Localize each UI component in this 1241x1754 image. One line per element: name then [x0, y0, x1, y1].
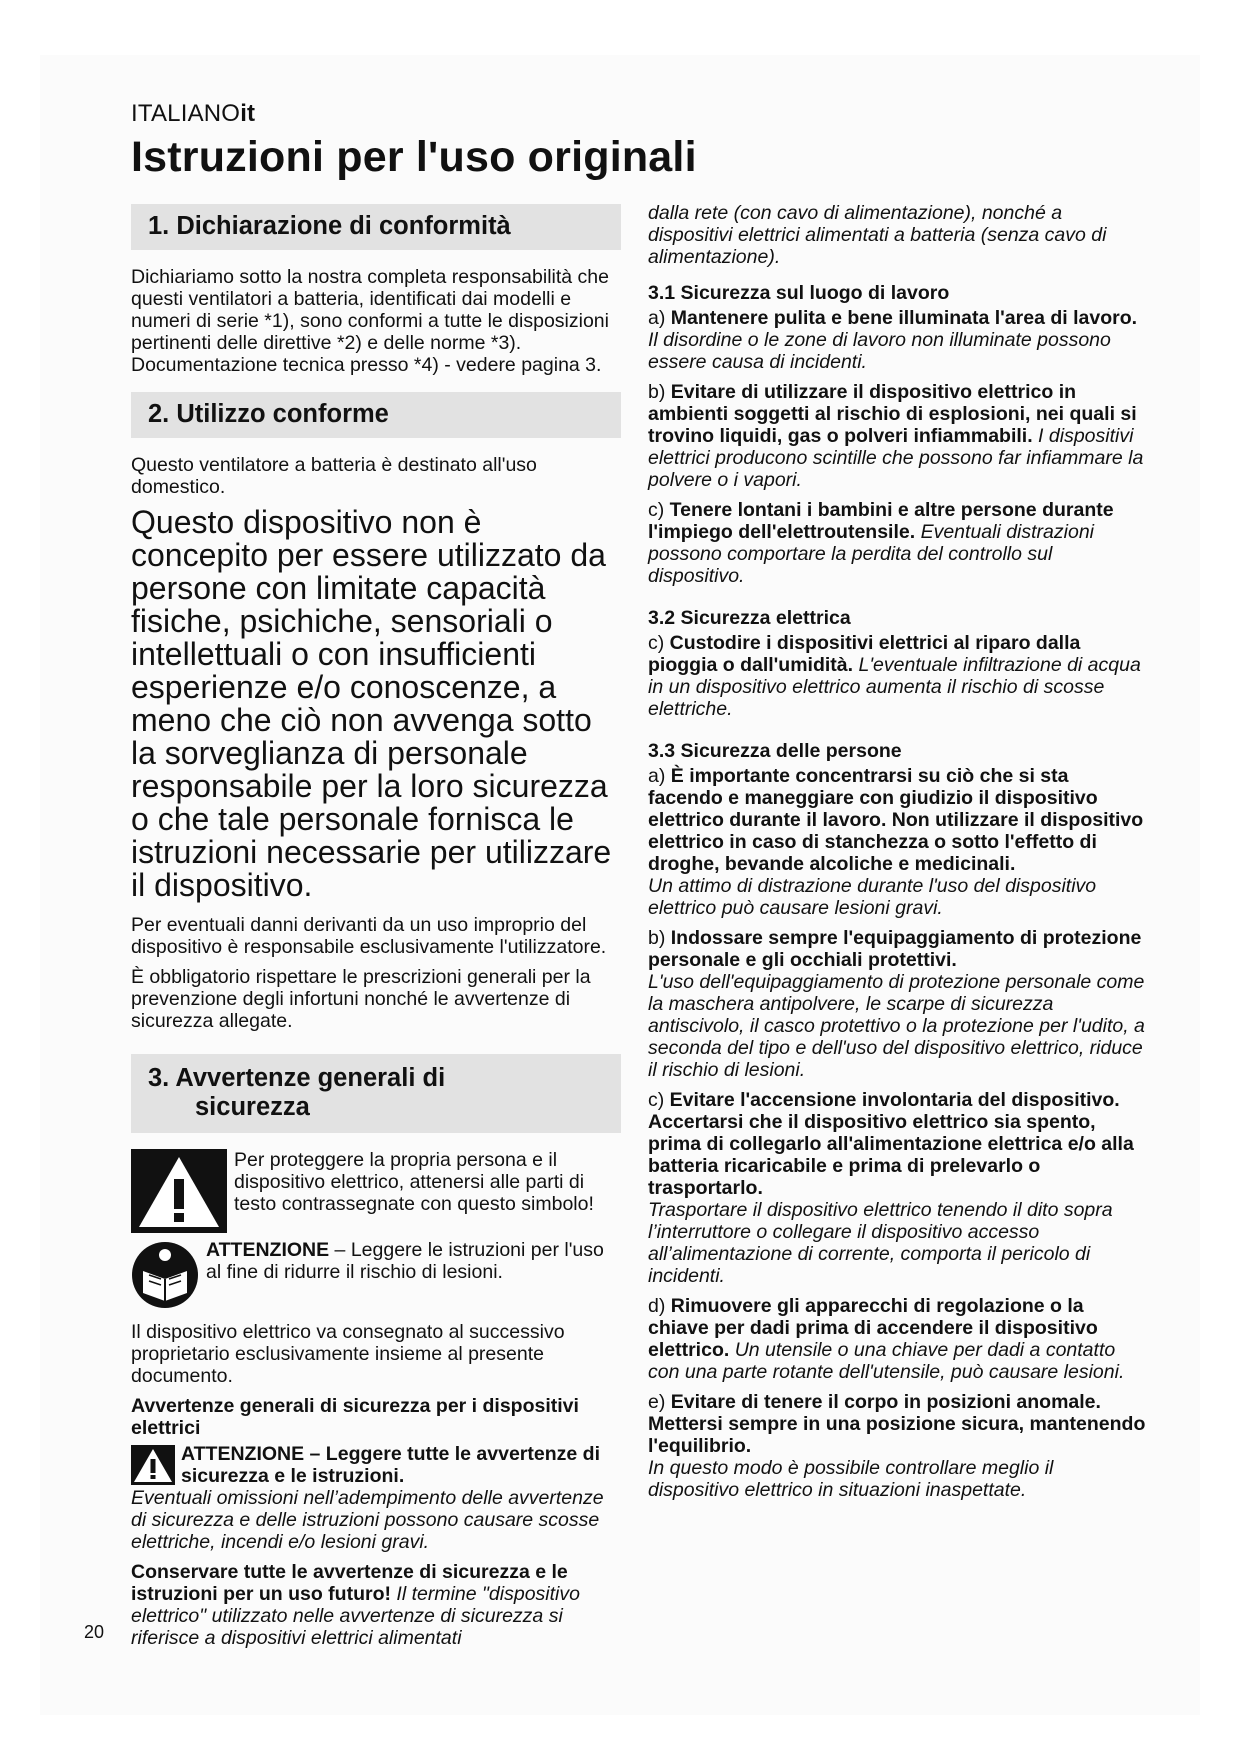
general-warnings-subheading: Avvertenze generali di sicurezza per i dispositivi elettrici	[131, 1395, 579, 1439]
rule-3-1-a: a) Mantenere pulita e bene illuminata l'area di lavoro. Il disordine o le zone di lavoro non illuminate possono essere causa di incidenti.	[648, 307, 1138, 373]
rule-3-3-e: e) Evitare di tenere il corpo in posizioni anomale. Mettersi sempre in una posizione sicura, mantenendo l'equilibrio. In questo modo è possibile controllare meglio il dispositivo elettrico in situazioni inaspettate.	[648, 1391, 1146, 1501]
attention-label: ATTENZIONE	[206, 1239, 330, 1261]
rule-3-3-d: d) Rimuovere gli apparecchi di regolazione o la chiave per dadi prima di accendere il dispositivo elettrico. Un utensile o una chiave per dadi a contatto con una parte rotante dell'utensile, può causare lesioni.	[648, 1295, 1125, 1383]
large-notice: Questo dispositivo non è concepito per essere utilizzato da persone con limitate capacità fisiche, psichiche, sensoriali o intellettuali o con insufficienti esperienze e/o conoscenze, a meno che ciò non avvenga sotto la sorveglianza di personale responsabile per la loro sicurezza o che tale personale fornisca le istruzioni necessarie per utilizzare il dispositivo.	[131, 504, 612, 903]
read-all-warnings-bold: ATTENZIONE – Leggere tutte le avvertenze di sicurezza e le istruzioni.	[181, 1443, 600, 1487]
rule-3-1-b: b) Evitare di utilizzare il dispositivo elettrico in ambienti soggetti al rischio di esplosioni, nei quali si trovino liquidi, gas o polveri infiammabili. I dispositivi elettrici producono scintille che possono far infiammare la polvere o i vapori.	[648, 381, 1144, 491]
keep-instructions: Conservare tutte le avvertenze di sicurezza e le istruzioni per un uso futuro! Il termine "dispositivo elettrico" utilizzato nelle avvertenze di sicurezza si riferisce a dispositivi elettrici alimentati	[131, 1561, 580, 1649]
rule-3-3-a: a) È importante concentrarsi su ciò che si sta facendo e maneggiare con giudizio il dispositivo elettrico durante il lavoro. Non utilizzare il dispositivo elettrico in caso di stanchezza o sotto l'effetto di droghe, bevande alcoliche e medicinali. Un attimo di distrazione durante l'uso del dispositivo elettrico può causare lesioni gravi.	[648, 765, 1144, 919]
language-code: it	[240, 100, 256, 127]
intended-use-text: Questo ventilatore a batteria è destinato all'uso domestico.	[131, 454, 537, 498]
obligation-text: È obbligatorio rispettare le prescrizioni generali per la prevenzione degli infortuni nonché le avvertenze di sicurezza allegate.	[131, 966, 591, 1032]
warning-symbol-note	[131, 1149, 621, 1233]
right-column	[648, 202, 1146, 1509]
warning-note-text: Per proteggere la propria persona e il dispositivo elettrico, attenersi alle parti di testo contrassegnate con questo simbolo!	[234, 1149, 594, 1215]
warning-triangle-icon	[131, 1149, 227, 1233]
warning-triangle-small-icon	[131, 1445, 175, 1485]
attention-text: – Leggere le istruzioni per l'uso al fine di ridurre il rischio di lesioni.	[206, 1239, 604, 1283]
rule-3-3-c: c) Evitare l'accensione involontaria del dispositivo. Accertarsi che il dispositivo elettrico sia spento, prima di collegarlo all'alimentazione elettrica e/o alla batteria ricaricabile e prima di prelevarlo o trasportarlo. Trasportare il dispositivo elettrico tenendo il dito sopra l’interruttore o collegare il dispositivo accesso all’alimentazione di corrente, comporta il pericolo di incidenti.	[648, 1089, 1134, 1287]
page-title: Istruzioni per l'uso originali	[131, 133, 697, 181]
language-label: ITALIANOit	[131, 100, 256, 127]
liability-text: Per eventuali danni derivanti da un uso improprio del dispositivo è responsabile esclusivamente l'utilizzatore.	[131, 914, 607, 958]
section-3-3-heading: 3.3 Sicurezza delle persone	[648, 740, 902, 762]
read-manual-icon	[131, 1241, 199, 1309]
read-all-warnings	[131, 1443, 621, 1553]
delivery-text: Il dispositivo elettrico va consegnato al successivo proprietario esclusivamente insieme al presente documento.	[131, 1321, 565, 1387]
section-3-2-heading: 3.2 Sicurezza elettrica	[648, 607, 851, 629]
attention-note	[131, 1239, 621, 1309]
section-3-1-heading: 3.1 Sicurezza sul luogo di lavoro	[648, 282, 950, 304]
section-3-heading: 3. Avvertenze generali di sicurezza	[131, 1054, 621, 1133]
section-1-heading: 1. Dichiarazione di conformità	[131, 204, 621, 250]
left-column	[131, 204, 621, 1657]
read-all-warnings-italic: Eventuali omissioni nell’adempimento delle avvertenze di sicurezza e delle istruzioni possono causare scosse elettriche, incendi e/o lesioni gravi.	[131, 1487, 604, 1553]
rule-3-2-c: c) Custodire i dispositivi elettrici al riparo dalla pioggia o dall'umidità. L'eventuale infiltrazione di acqua in un dispositivo elettrico aumenta il rischio di scosse elettriche.	[648, 632, 1141, 720]
rule-3-3-b: b) Indossare sempre l'equipaggiamento di protezione personale e gli occhiali protettivi. L'uso dell'equipaggiamento di protezione personale come la maschera antipolvere, le scarpe di sicurezza antiscivolo, il casco protettivo o la protezione per l'udito, a seconda del tipo e dell'uso del dispositivo elettrico, riduce il rischio di lesioni.	[648, 927, 1145, 1081]
conformity-text: Dichiariamo sotto la nostra completa responsabilità che questi ventilatori a batteria, identificati dai modelli e numeri di serie *1), sono conformi a tutte le disposizioni pertinenti delle direttive *2) e delle norme *3). Documentazione tecnica presso *4) - vedere pagina 3.	[131, 266, 609, 376]
page-number: 20	[84, 1622, 105, 1642]
continued-text: dalla rete (con cavo di alimentazione), nonché a dispositivi elettrici alimentati a batteria (senza cavo di alimentazione).	[648, 202, 1107, 268]
section-2-heading: 2. Utilizzo conforme	[131, 392, 621, 438]
rule-3-1-c: c) Tenere lontani i bambini e altre persone durante l'impiego dell'elettroutensile. Eventuali distrazioni possono comportare la perdita del controllo sul dispositivo.	[648, 499, 1114, 587]
